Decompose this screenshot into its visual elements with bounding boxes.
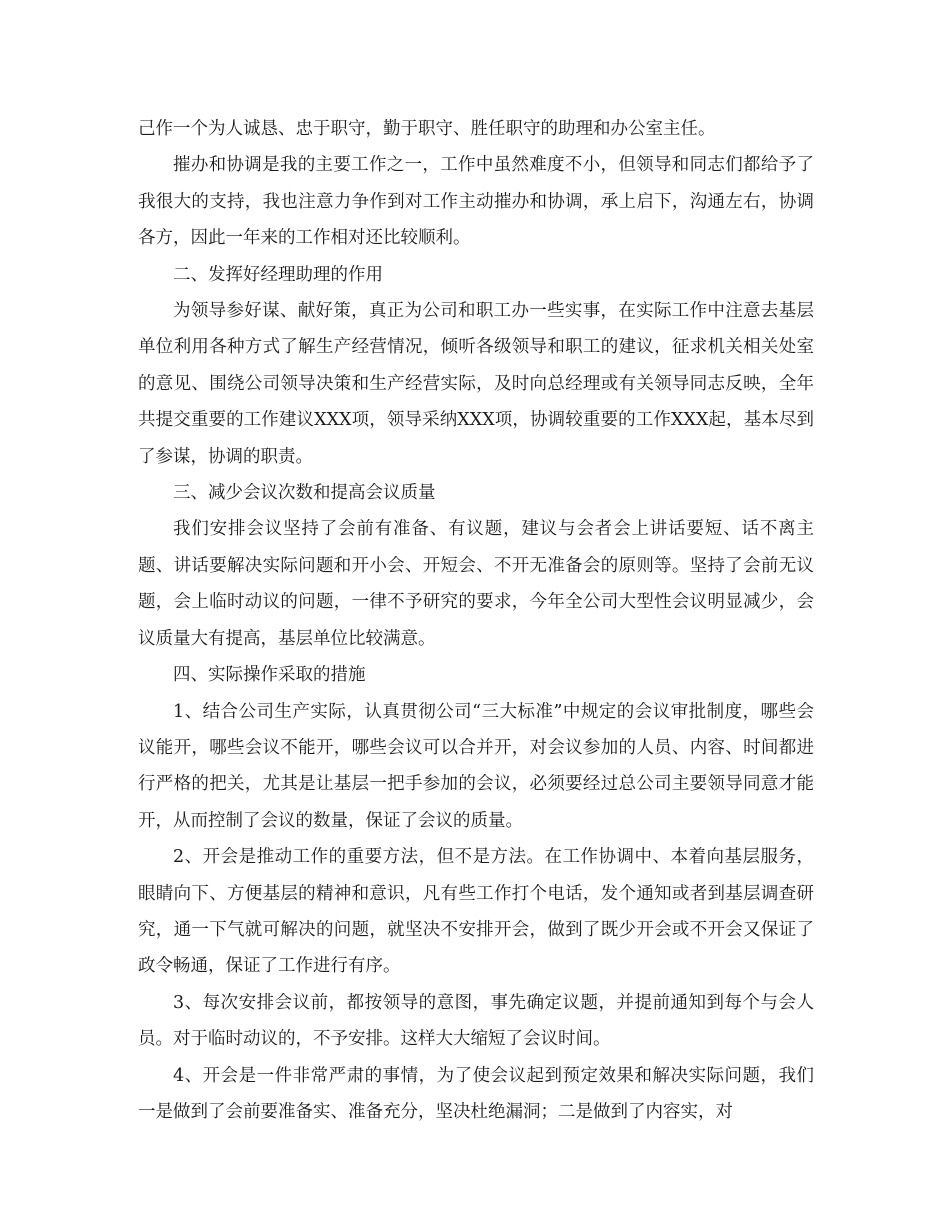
paragraph-measure-1: 1、结合公司生产实际，认真贯彻公司“三大标准”中规定的会议审批制度，哪些会议能开，哪些会议不能开，哪些会议可以合并开，对会议参加的人员、内容、时间都进行严格的把关，尤其是让基层一把手参加的会议，必须要经过总公司主要领导同意才能开，从而控制了会议的数量，保证了会议的质量。 (138, 701, 814, 831)
section-heading-measures: 四、实际操作采取的措施 (173, 665, 366, 686)
paragraph-coordination: 摧办和协调是我的主要工作之一，工作中虽然难度不小，但领导和同志们都给予了我很大的支持，我也注意力争作到对工作主动摧办和协调，承上启下，沟通左右，协调各方，因此一年来的工作相对还比较顺利。 (138, 155, 814, 249)
paragraph-continuation: 己作一个为人诚恳、忠于职守，勤于职守、胜任职守的助理和办公室主任。 (138, 119, 716, 139)
paragraph-measure-4: 4、开会是一件非常严肃的事情，为了使会议起到预定效果和解决实际问题，我们一是做到了会前要准备实、准备充分，坚决杜绝漏洞；二是做到了内容实，对 (138, 1065, 814, 1122)
document-body (138, 111, 814, 1130)
paragraph-meetings: 我们安排会议坚持了会前有准备、有议题，建议与会者会上讲话要短、话不离主题、讲话要解决实际问题和开小会、开短会、不开无准备会的原则等。坚持了会前无议题，会上临时动议的问题，一律不予研究的要求，今年全公司大型性会议明显减少，会议质量大有提高，基层单位比较满意。 (138, 519, 814, 649)
paragraph-assistant-role: 为领导参好谋、献好策，真正为公司和职工办一些实事，在实际工作中注意去基层单位利用各种方式了解生产经营情况，倾听各级领导和职工的建议，征求机关相关处室的意见、围绕公司领导决策和生产经营实际，及时向总经理或有关领导同志反映，全年共提交重要的工作建议XXX项，领导采纳XXX项，协调较重要的工作XXX起，基本尽到了参谋，协调的职责。 (138, 301, 814, 467)
section-heading-meetings: 三、减少会议次数和提高会议质量 (173, 483, 436, 504)
paragraph-measure-3: 3、每次安排会议前，都按领导的意图，事先确定议题，并提前通知到每个与会人员。对于临时动议的，不予安排。这样大大缩短了会议时间。 (138, 992, 814, 1050)
paragraph-measure-2: 2、开会是推动工作的重要方法，但不是方法。在工作协调中、本着向基层服务，眼睛向下、方便基层的精神和意识，凡有些工作打个电话，发个通知或者到基层调查研究，通一下气就可解决的问题，就坚决不安排开会，做到了既少开会或不开会又保证了政令畅通，保证了工作进行有序。 (138, 847, 814, 977)
section-heading-assistant-role: 二、发挥好经理助理的作用 (173, 264, 383, 285)
